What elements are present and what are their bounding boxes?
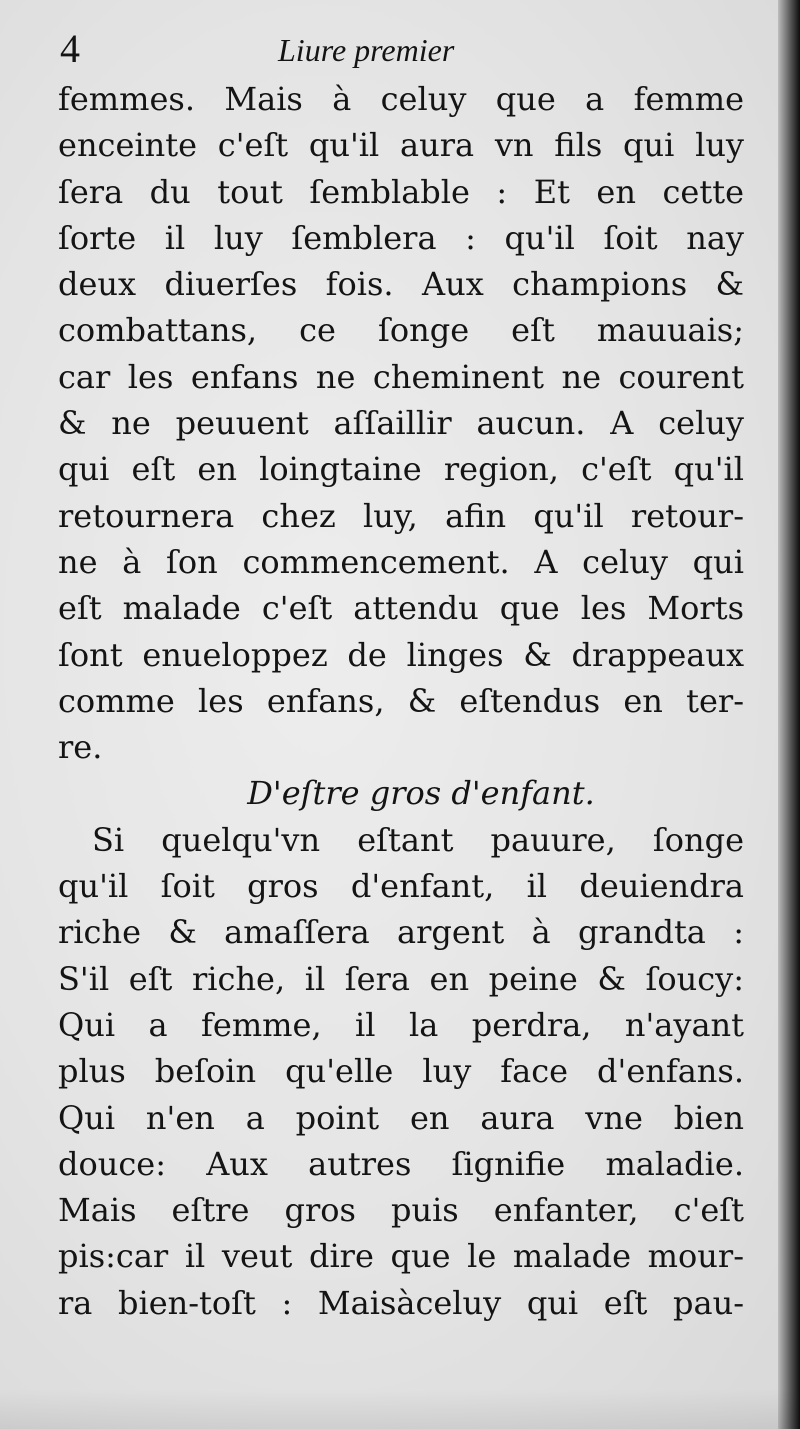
text-line: car les enfans ne cheminent ne courent <box>58 357 744 396</box>
text-line: re. <box>58 728 103 767</box>
text-line: ra bien-toſt : Maisàceluy qui eſt pau- <box>58 1283 744 1322</box>
text-line: pis:car il veut dire que le malade mour- <box>58 1237 744 1276</box>
text-line: ſera du tout ſemblable : Et en cette <box>58 172 744 211</box>
body-text <box>58 76 744 1326</box>
text-line: deux diuerſes fois. Aux champions & <box>58 265 744 304</box>
text-line: femmes. Mais à celuy que a femme <box>58 80 744 118</box>
text-line: ne à ſon commencement. A celuy qui <box>58 542 744 581</box>
text-line: Si quelqu'vn eſtant pauure, ſonge <box>92 820 744 859</box>
page-bottom-shadow <box>0 1389 800 1429</box>
text-line: riche & amaſſera argent à grandta : <box>58 913 744 952</box>
text-line: douce: Aux autres ſignifie maladie. <box>58 1144 744 1183</box>
text-line: & ne peuuent aſſaillir aucun. A celuy <box>58 404 744 443</box>
text-line: plus beſoin qu'elle luy face d'enfans. <box>58 1052 744 1091</box>
text-line: qu'il ſoit gros d'enfant, il deuiendra <box>58 867 744 906</box>
text-line: Mais eſtre gros puis enfanter, c'eſt <box>58 1191 744 1230</box>
running-head: Liure premier <box>278 32 455 68</box>
text-line: retournera chez luy, afin qu'il retour- <box>58 496 744 535</box>
text-line: Qui n'en a point en aura vne bien <box>58 1098 744 1137</box>
page-edge-shadow <box>778 0 800 1429</box>
text-line: qui eſt en loingtaine region, c'eſt qu'il <box>58 450 744 489</box>
section-heading: D'eſtre gros d'enfant. <box>247 774 595 813</box>
text-line: enceinte c'eſt qu'il aura vn fils qui luy <box>58 126 744 165</box>
text-line: ſorte il luy ſemblera : qu'il ſoit nay <box>58 218 744 257</box>
text-line: S'il eſt riche, il ſera en peine & ſoucy: <box>58 959 744 998</box>
text-line: comme les enfans, & eſtendus en ter- <box>58 681 744 720</box>
text-line: eſt malade c'eſt attendu que les Morts <box>58 589 744 628</box>
text-line: ſont enueloppez de linges & drappeaux <box>58 635 744 674</box>
text-line: Qui a femme, il la perdra, n'ayant <box>58 1005 744 1044</box>
text-line: combattans, ce ſonge eſt mauuais; <box>58 311 744 350</box>
page-header <box>58 26 748 72</box>
page-number: 4 <box>60 26 80 71</box>
